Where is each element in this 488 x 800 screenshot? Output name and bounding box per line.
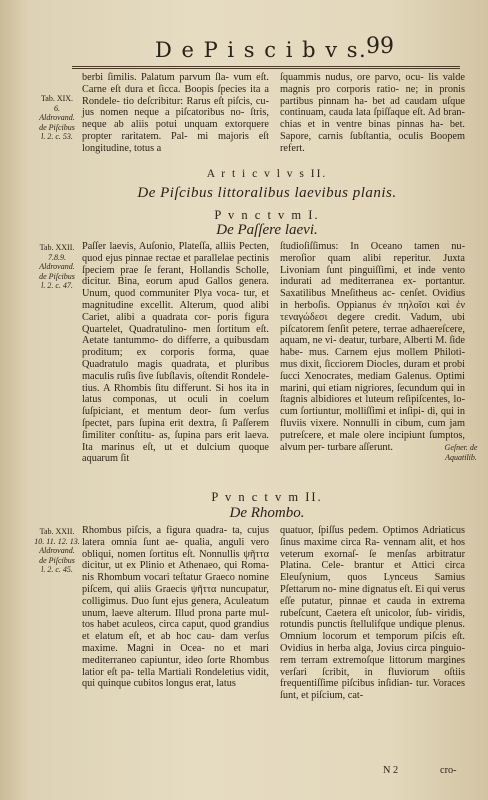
header-rule-double [72, 68, 460, 69]
punctum-2-label: P v n c t v m II. [211, 490, 323, 504]
punctum-2-title: De Rhombo. [229, 505, 305, 521]
margin-note-boopis: Tab. XIX. 6. Aldrovand. de Piſcibus l. 2. c. 53. [39, 94, 75, 141]
margin-note-rhombus: Tab. XXII. 10. 11. 12. 13. Aldrovand. de Piſcibus l. 2. c. 45. [34, 527, 80, 574]
margin-note-passer: Tab. XXII. 7.8.9. Aldrovand. de Piſcibus l. 2. c. 47. [39, 243, 75, 290]
page-number: 99 [366, 34, 394, 59]
article-title: De Piſcibus littoralibus laevibus planis. [137, 185, 397, 201]
margin-note-gesner: Geſner. de Aquatilib. [444, 443, 478, 462]
punctum-1-title: De Paſſere laevi. [216, 222, 318, 238]
punctum-1-right-column: ſtudioſiſſimus: In Oceano tamen nu- meroſior quam alibi reperitur. Juxta Livoniam ſunt pinguiſſimi, et inde vento indurati ad mediterranea ex- portantur. Saxatilibus Mneſitheus ac- cenſet. Ovidius in herboſis. Oppianus ἐν πηλοῖσι καὶ ἐν τεναγώδεσι degere credit. Vadum, ubi piſcatorem ſenſit petere, terrae adhaereſcere, aquam, ne vi- deatur, turbare, Alberti M. ſide habe- mus. Carnem ejus mollem Philoti- mus dixit, ſicciorem Diocles, duram et probi ſucci Xenocrates, mediam Galenus. Optimi marini, qui etiam nigriores, ſecundum qui in ſtagnis albidiores et luteum reſipiſcentes, lo- cum ſortiuntur, molliſſimi et inſipi- di, qui in fluviis vixere. Nonnulli in cibum, cum jam putreſcere, et male olere incipiunt ſumptos, alvum per- turbare aſſerunt. [280, 241, 465, 453]
punctum-1-label: P v n c t v m I. [214, 208, 320, 222]
catchword: cro- [440, 765, 457, 776]
punctum-2-left-column: Rhombus piſcis, a figura quadra- ta, cujus latera omnia ſunt ae- qualia, anguli vero obliqui, nomen ſortitus eſt. Nonnullis ψῆττα dicitur, ut ex Plinio et Athenaeo, qui Roma- nis Rhombum vocari teſtatur Graeco nomine piſcem, qui aliis Graecis ψῆττα nuncupatur, colligimus. Duo ſunt ejus genera, Aculeatum unum, laeve alterum. Illud prona parte mul- tos habet aculeos, circa caput, quod grandius et elatum eſt, et ab hoc cau- dam verſus maxime. Magni in Ocea- no et mari mediterraneo capiuntur, ideo ſorte Rhombus latior eſt pa- tella Martiali Rondeletius vidit, qui quinque cubitos longus erat, latus [82, 525, 269, 690]
sec1-right-column: ſquammis nudus, ore parvo, ocu- lis valde magnis pro corporis ratio- ne; in pronis partibus pinnam ha- bet ad caudam uſque continuam, cauda lata ſpiſſaque eſt. Ad bran- chias et in ventre binas pinnas ha- bet. Sapore, carnis ſubſtantia, oculis Boopem refert. [280, 72, 465, 154]
punctum-1-left-column: Paſſer laevis, Auſonio, Plateſſa, alliis Pecten, quod ejus pinnae rectae et parallelae pectinis ſpeciem prae ſe ferant, Hollandis Scholle, dicitur. Bina, eorum apud Gallos genera. Unum, quod communiter Plya voca- tur, et magnitudine excellit. Alterum, quod alibi Cariet, alibi a quadrata cor- poris figura Quartelet, Quadratulino- men ſortitum eſt. Aetate tantummo- do differre, a quibusdam proditum; ex corporis forma, quae Quadratulo magis quadrata, et pluribus maculis ruſis ſive ſubſlavis, oſtendit Rondele- tius. A Rhombis ſitu differunt. Si hos ita in latus componas, ut oculi in coelum ſuſpiciant, et mentum deor- ſum verſus ſpectet, pars ſupina erit dextra, ſi Paſſerem ſimiliter conſtitu- as, ſupina pars erit laeva. Ita marinus eſt, ut et dulcium quoque aquarum ſit [82, 241, 269, 465]
sec1-left-column: berbi ſimilis. Palatum parvum ſla- vum eſt. Carne eſt dura et ſicca. Boopis ſpecies ita a Rondele- tio deſcribitur: Rarus eſt piſcis, cu- jus nomen neque a piſcatoribus no- ſtris, neque ab aliis potui unquam extorquere propter raritatem. Pal- mi majoris eſt longitudine, totus a [82, 72, 269, 154]
header-rule [72, 66, 460, 67]
article-label: A r t i c v l v s II. [206, 168, 328, 180]
running-title: D e P i s c i b v s. [155, 38, 368, 62]
page-header [0, 34, 488, 64]
punctum-2-right-column: quatuor, ſpiſſus pedem. Optimos Adriaticus ſinus maxime circa Ra- vennam alit, et hos veterum exornaſ- ſe menſas arbitratur Platina. Cele- brantur et Attici circa Eleuſynium, quos Lynceus Samius Pſettarum no- mine dignatus eſt. Ei qui verus eſſe putatur, pinnae et cauda in extrema rubeſcunt, Caetera eſt unicolor, ſub- viridis, rotundis punctis ſtellulifque undique plenus. Omnium locorum et temporum piſcis eſt. Ovidius in herba alga, Jovius circa pinguio- rem terram extremoſque littorum margines verſari ſcribit, in fluviorum oſtiis frequentiſſime piſcibus inſidian- tur. Voraces ſunt, et piſcium, cat- [280, 525, 465, 702]
signature-mark: N 2 [383, 765, 399, 776]
